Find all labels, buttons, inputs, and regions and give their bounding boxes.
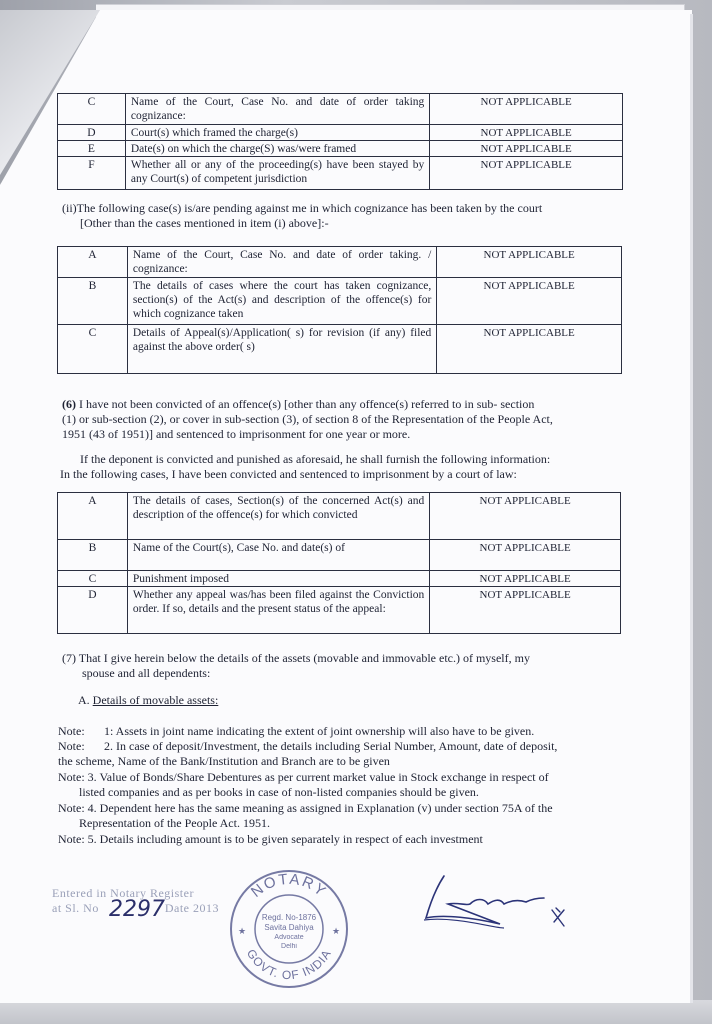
table-row (58, 125, 623, 141)
svg-text:NOTARY (248, 871, 330, 901)
row-description: The details of cases, Section(s) of the concerned Act(s) and description of the offence(s) for which convicted (127, 493, 429, 540)
note-3: Note: 3. Value of Bonds/Share Debentures as per current market value in Stock exchange in respect of (58, 770, 549, 784)
seal-place: Delhi (281, 943, 297, 950)
row-letter: C (58, 325, 128, 374)
para-7-line1: (7) That I give herein below the details of the assets (movable and immovable etc.) of myself, my (62, 651, 530, 665)
seal-regd: Regd. No-1876 (261, 913, 317, 922)
row-letter: D (58, 125, 126, 141)
register-line1: Entered in Notary Register (52, 886, 194, 900)
note-text: 2. In case of deposit/Investment, the details including Serial Number, Amount, date of deposit, (104, 739, 558, 753)
note-2-cont: the scheme, Name of the Bank/Institution and Branch are to be given (58, 754, 390, 768)
movable-assets-prefix: A. (78, 693, 93, 707)
row-status: NOT APPLICABLE (430, 157, 623, 190)
row-status: NOT APPLICABLE (430, 493, 621, 540)
table-row (58, 94, 623, 125)
row-letter: A (58, 247, 128, 278)
note-5: Note: 5. Details including amount is to be given separately in respect of each investment (58, 832, 483, 846)
movable-assets-title: Details of movable assets: (92, 693, 219, 707)
row-description: Court(s) which framed the charge(s) (125, 125, 429, 141)
pending-cases-table (57, 246, 622, 374)
movable-assets-heading (78, 693, 478, 708)
row-description: Whether any appeal was/has been filed against the Conviction order. If so, details and the present status of the appeal: (127, 587, 429, 634)
table-row (58, 493, 621, 540)
row-letter: A (58, 493, 128, 540)
note-text: 1: Assets in joint name indicating the extent of joint ownership will also have to be given. (104, 724, 535, 738)
scanner-bottom-strip (0, 1000, 712, 1024)
table-row (58, 587, 621, 634)
note-label: Note: (58, 724, 85, 738)
row-status: NOT APPLICABLE (437, 247, 622, 278)
row-letter: E (58, 141, 126, 157)
register-line2: at Sl. No Date 2013 (52, 901, 219, 915)
note-2 (58, 739, 638, 754)
signature-icon (404, 868, 584, 943)
page-right-edge (690, 14, 693, 1003)
row-status: NOT APPLICABLE (430, 141, 623, 157)
para-6-line2: (1) or sub-section (2), or cover in sub-section (3), of section 8 of the Representation of the People Act, (62, 412, 553, 426)
row-status: NOT APPLICABLE (437, 325, 622, 374)
deponent-line1: If the deponent is convicted and punished as aforesaid, he shall furnish the following information: (80, 452, 551, 466)
row-status: NOT APPLICABLE (430, 94, 623, 125)
row-description: Name of the Court(s), Case No. and date(s) of (127, 540, 429, 571)
row-status: NOT APPLICABLE (430, 125, 623, 141)
svg-text:★: ★ (332, 926, 341, 936)
row-status: NOT APPLICABLE (430, 587, 621, 634)
table-row (58, 278, 622, 325)
table-row (58, 540, 621, 571)
charges-table (57, 93, 623, 190)
note-4: Note: 4. Dependent here has the same meaning as assigned in Explanation (v) under section 75A of the (58, 801, 553, 815)
table-row (58, 247, 622, 278)
seal-top-text: NOTARY (247, 870, 331, 901)
notary-seal-icon (224, 864, 354, 999)
seal-designation: Advocate (274, 934, 304, 941)
row-description: The details of cases where the court has taken cognizance, section(s) of the Act(s) and description of the offence(s) for which cognizance taken (127, 278, 436, 325)
table-row (58, 571, 621, 587)
seal-name: Savita Dahiya (264, 923, 314, 932)
row-description: Details of Appeal(s)/Application( s) for revision (if any) filed against the above order( s) (127, 325, 436, 374)
para-6-line3: 1951 (43 of 1951)] and sentenced to imprisonment for one year or more. (62, 427, 411, 441)
row-status: NOT APPLICABLE (430, 571, 621, 587)
note-1 (58, 724, 638, 739)
note-3-cont: listed companies and as per books in case of non-listed companies should be given. (79, 785, 479, 799)
row-letter: D (58, 587, 128, 634)
row-letter: C (58, 94, 126, 125)
row-status: NOT APPLICABLE (437, 278, 622, 325)
note-4-cont: Representation of the People Act. 1951. (79, 816, 270, 830)
row-letter: B (58, 540, 128, 571)
row-status: NOT APPLICABLE (430, 540, 621, 571)
para-ii-line2: [Other than the cases mentioned in item (i) above]:- (80, 216, 329, 230)
svg-text:★: ★ (238, 926, 247, 936)
seal-bottom-text: GOVT. OF INDIA (243, 946, 335, 983)
convictions-table (57, 492, 621, 634)
para-6-line1 (62, 397, 622, 412)
row-letter: C (58, 571, 128, 587)
row-description: Whether all or any of the proceeding(s) have been stayed by any Court(s) of competent jurisdiction (125, 157, 429, 190)
para-6-text: I have not been convicted of an offence(s) [other than any offence(s) referred to in sub- section (79, 397, 535, 411)
row-description: Date(s) on which the charge(S) was/were framed (125, 141, 429, 157)
row-description: Name of the Court, Case No. and date of order taking. / cognizance: (127, 247, 436, 278)
row-letter: B (58, 278, 128, 325)
para-6-number: (6) (62, 397, 76, 411)
row-letter: F (58, 157, 126, 190)
table-row (58, 141, 623, 157)
register-serial-number: 2297 (109, 897, 165, 922)
note-label: Note: (58, 739, 85, 753)
para-ii-line1: (ii)The following case(s) is/are pending against me in which cognizance has been taken by the court (62, 201, 543, 215)
table-row (58, 325, 622, 374)
deponent-line2: In the following cases, I have been convicted and sentenced to imprisonment by a court of law: (60, 467, 517, 481)
para-7-line2: spouse and all dependents: (82, 666, 211, 680)
row-description: Punishment imposed (127, 571, 429, 587)
row-description: Name of the Court, Case No. and date of order taking cognizance: (125, 94, 429, 125)
table-row (58, 157, 623, 190)
